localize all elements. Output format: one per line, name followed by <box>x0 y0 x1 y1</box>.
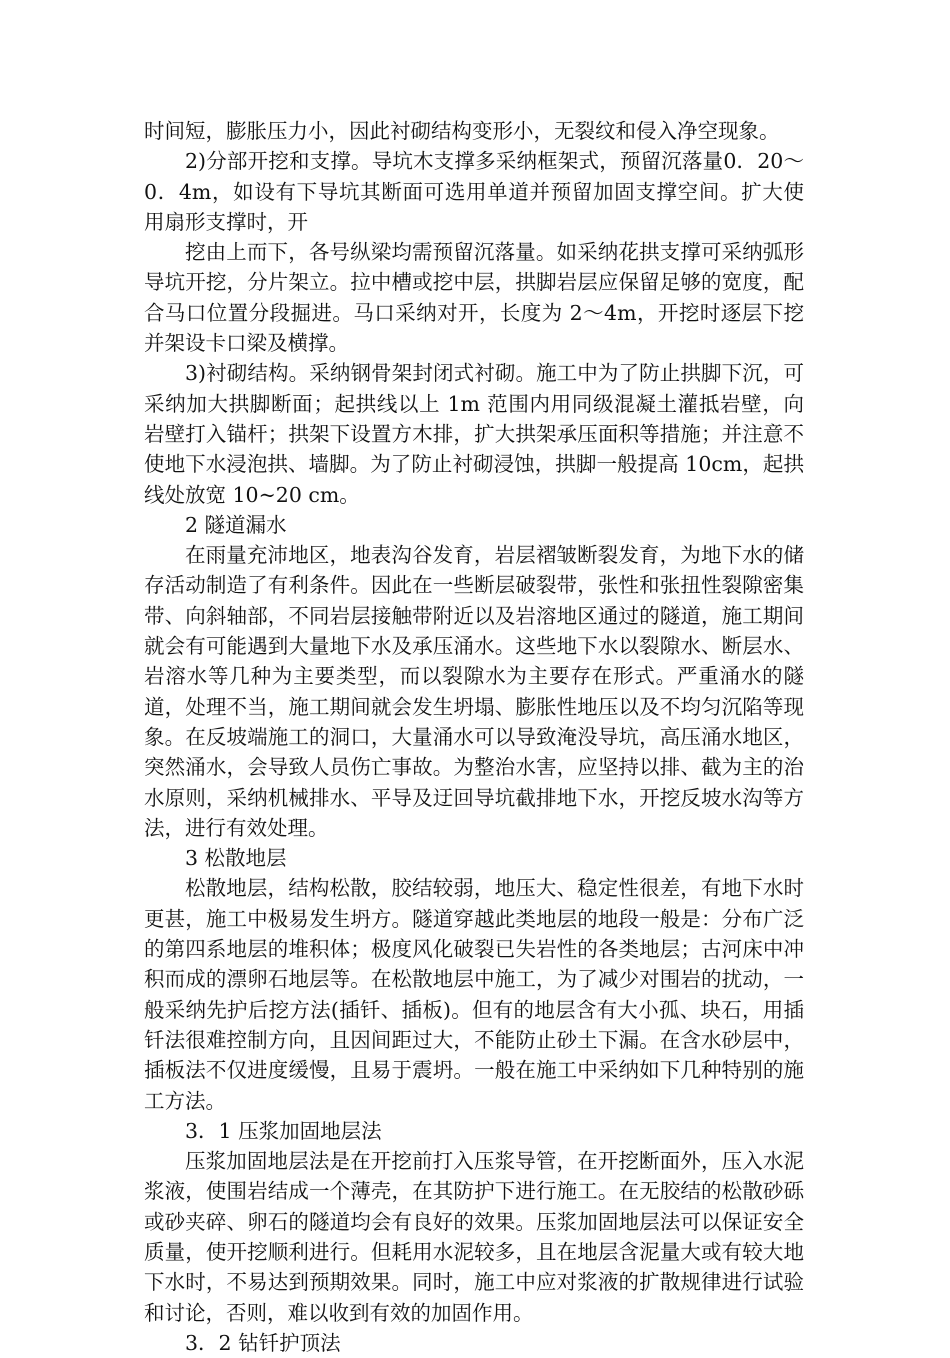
paragraph: 2)分部开挖和支撑。导坑木支撑多采纳框架式，预留沉落量0．20～0．4m，如设有下导坑其断面可选用单道并预留加固支撑空间。扩大使用扇形支撑时，开 <box>144 149 804 234</box>
paragraph: 在雨量充沛地区，地表沟谷发育，岩层褶皱断裂发育，为地下水的储存活动制造了有利条件。因此在一些断层破裂带，张性和张扭性裂隙密集带、向斜轴部，不同岩层接触带附近以及岩溶地区通过的隧道，施工期间就会有可能遇到大量地下水及承压涌水。这些地下水以裂隙水、断层水、岩溶水等几种为主要类型，而以裂隙水为主要存在形式。严重涌水的隧道，处理不当，施工期间就会发生坍塌、膨胀性地压以及不均匀沉陷等现象。在反坡端施工的洞口，大量涌水可以导致淹没导坑，高压涌水地区，突然涌水，会导致人员伤亡事故。为整治水害，应坚持以排、截为主的治水原则，采纳机械排水、平导及迂回导坑截排地下水，开挖反坡水沟等方法，进行有效处理。 <box>144 543 804 840</box>
paragraph: 3)衬砌结构。采纳钢骨架封闭式衬砌。施工中为了防止拱脚下沉，可采纳加大拱脚断面；起拱线以上 1m 范围内用同级混凝土灌抵岩壁，向岩壁打入锚杆；拱架下设置方木排，扩大拱架承压面积等措施；并注意不使地下水浸泡拱、墙脚。为了防止衬砌浸蚀，拱脚一般提高 10cm，起拱线处放宽 10~20 cm。 <box>144 361 804 507</box>
paragraph: 压浆加固地层法是在开挖前打入压浆导管，在开挖断面外，压入水泥浆液，使围岩结成一个薄壳，在其防护下进行施工。在无胶结的松散砂砾或砂夹碎、卵石的隧道均会有良好的效果。压浆加固地层法可以保证安全质量，使开挖顺利进行。但耗用水泥较多，且在地层含泥量大或有较大地下水时，不易达到预期效果。同时，施工中应对浆液的扩散规律进行试验和讨论，否则，难以收到有效的加固作用。 <box>144 1149 804 1325</box>
subsection-heading: 3．2 钻钎护顶法 <box>185 1330 341 1355</box>
paragraph: 松散地层，结构松散，胶结较弱，地压大、稳定性很差，有地下水时更甚，施工中极易发生坍方。隧道穿越此类地层的地段一般是：分布广泛的第四系地层的堆积体；极度风化破裂已失岩性的各类地层；古河床中冲积而成的漂卵石地层等。在松散地层中施工，为了减少对围岩的扰动，一般采纳先护后挖方法(插钎、插板)。但有的地层含有大小孤、块石，用插钎法很难控制方向，且因间距过大，不能防止砂土下漏。在含水砂层中，插板法不仅进度缓慢，且易于震坍。一般在施工中采纳如下几种特别的施工方法。 <box>144 876 804 1113</box>
subsection-heading: 3．1 压浆加固地层法 <box>185 1118 382 1143</box>
paragraph: 时间短，膨胀压力小，因此衬砌结构变形小，无裂纹和侵入净空现象。 <box>144 119 780 143</box>
section-heading: 3 松散地层 <box>185 846 287 871</box>
paragraph: 挖由上而下，各号纵梁均需预留沉落量。如采纳花拱支撑可采纳弧形导坑开挖，分片架立。拉中槽或挖中层，拱脚岩层应保留足够的宽度，配合马口位置分段掘进。马口采纳对开，长度为 2～4m，开挖时逐层下挖并架设卡口梁及横撑。 <box>144 240 804 356</box>
document-body <box>144 116 804 1358</box>
section-heading: 2 隧道漏水 <box>185 512 287 537</box>
